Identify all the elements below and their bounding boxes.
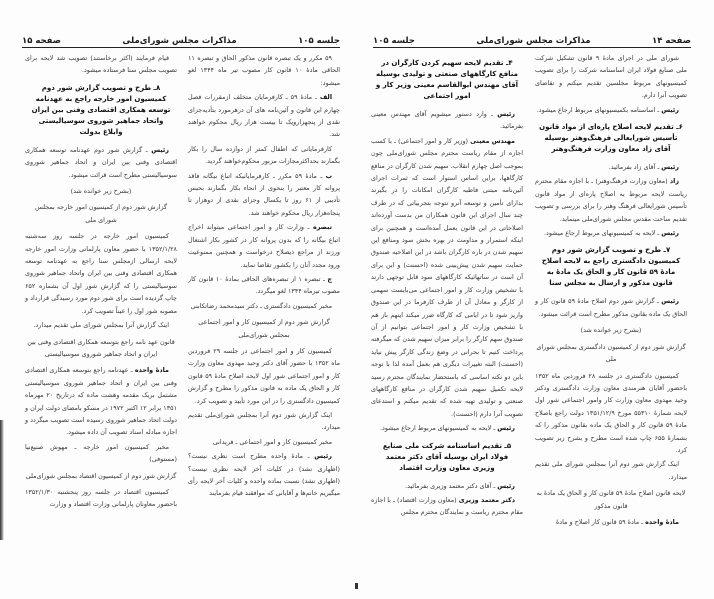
- running-title: مذاکرات مجلس شورای‌ملی: [122, 36, 237, 46]
- speaker-name: رئیس: [497, 481, 515, 490]
- paragraph: کمیسیون اقتصاد در جلسه روز پنجشنبه ۱۳۵۲/۱/۳۰ باحضور معاونان پارلمانی وزارت اقتصاد و وزارت: [25, 487, 177, 509]
- paragraph: قانون عهد نامه راجع بتوسعه همکاری اقتصادی وفنی بین ایران و اتحاد جماهیر شوروی سوسیالیستی: [27, 337, 175, 358]
- speaker-name: رئیس: [497, 424, 515, 433]
- paragraph: کمیسیون امور خارجه در جلسه روز سه‌شنبه ۱۳۵۲/۱/۲۸ با حضور معاون پارلمانی وزارت امور خارجه لایحه ارسالی ازمجلس سنا راجع به عهدنامه توسعه همکاری اقتصادی وفنی بین ایران واتحاد جماهیر شوروی سوسیالیستی را که گزارش شور اول آن بشماره ۶۵۲ چاپ گردیده است برای شور دوم مورد رسیدگی قرارداد و مصوبه شور اول را عیناً تصویب کرد.: [25, 232, 177, 315]
- section-heading: ۵ـ تقدیم اساسنامه شرکت ملی صنایع فولاد ایران بوسیله آقای دکتر معتمد وزیری معاون وزارت اقتصاد: [382, 441, 512, 472]
- paragraph: (بشرح زیر خوانده شد): [70, 187, 132, 196]
- paragraph: اینک گزارش آنرا بمجلس شورای ملی تقدیم میدارد.: [33, 321, 169, 330]
- paragraph: گزارش شور دوم از کمیسیون اقتصاد بمجلس شورای‌ملی: [25, 471, 177, 480]
- page-header: [22, 30, 340, 48]
- paragraph: الف ـ مادهٔ ۵۹ ـ کارفرمایان متخلف ازمقررات فصل چهارم این قانون و آئین‌نامه های آن درهرمورد بتأدیه‌جزای نقدی از پنجهزارویک تا بیست هزار ریال محکوم خواهند شد.: [188, 93, 340, 139]
- paragraph: کمیسیون کار و امور اجتماعی در جلسه ۲۹ فروردین ماه ۱۳۵۲ با حضور آقای دکتر وحید مهدوی معاون وزارت کار و امور اجتماعی شور اول لایحه اصلاح مادهٔ ۵۹ قانون کار و الحاق یک ماده به قانون مذکور را مطرح و گزارش کمیسیون دادگستری را در این مورد تأیید و تصویب کرد.: [188, 346, 340, 405]
- scan-mark: [355, 583, 358, 589]
- paragraph: شورای ملی در اجرای مادهٔ ۹ قانون تشکیل شرکت ملی صنایع فولاد ایران اساسنامه شرکت را برای تصویب کمیسیونهای مربوط مجلسین تقدیم میکنم و تقاضای تصویب آنرا دارم.: [535, 54, 687, 100]
- column: [25, 52, 177, 513]
- speaker-name: رئیس: [497, 110, 515, 118]
- paragraph: مخبر کمیسیون دادگستری ـ دکتر سیدمحمد رضاتکابنی: [190, 301, 332, 310]
- speaker-name: رئیس: [314, 452, 332, 461]
- paragraph: رئیس ـ اساسنامه بکمیسیونهای مربوط ارجاع میشود.: [536, 105, 679, 114]
- paragraph: گزارش شور دوم از کمیسیون کار و امور اجتماعی بمجلس شورای‌ملی: [198, 318, 330, 339]
- speaker-name: رئیس: [661, 297, 679, 306]
- speaker-name: زاد: [669, 177, 679, 186]
- paragraph: تبصره ـ وزارت کار و امور اجتماعی میتواند اخراج اتباع بیگانه را که بدون پروانه کار در کشور بکار اشتغال ورزند از مراجع ذیصلاح درخواست و همچنین ممنوعیت ورود مجدد آنان را بکشور تقاضا نماید.: [188, 223, 340, 269]
- paragraph: زاد (معاون وزارت فرهنگ‌وهنر) ـ با اجازه مقام محترم ریاست لایحه مربوط به اصلاح پاره‌ای از مواد قانون تأسیس شورایعالی فرهنگ وهنر را برای بررسی و تصویب تقدیم ساحت مقدس مجلس شورای‌ملی مینماید.: [535, 177, 687, 223]
- speaker-name: الف: [319, 93, 333, 102]
- section-heading: ۶ـ تقدیم لایحه اصلاح پاره‌ای از مواد قانون تأسیس شورایعالی فرهنگ‌وهنر بوسیله آقای زاد معاون وزارت فرهنگ‌وهنر: [539, 123, 683, 154]
- speaker-name: ج: [327, 274, 332, 283]
- column: [535, 52, 687, 530]
- column: [188, 52, 340, 502]
- paragraph: رئیس ـ آقای دکتر معتمد وزیری بفرمائید.: [405, 481, 515, 490]
- page-number: صفحه ۱۵: [22, 36, 61, 46]
- column: [371, 52, 523, 521]
- paragraph: مخبر کمیسیون کار و امور اجتماعی ـ فریدانی: [212, 437, 332, 446]
- paragraph: لایحه قانون اصلاح مادهٔ ۵۹ قانون کار و الحاق یک مادهٔ به قانون مذکور: [536, 489, 686, 510]
- paragraph: گزارش شور دوم از کمیسیون دادگستری بمجلس شورای ملی: [536, 342, 686, 364]
- paragraph: ج ـ تبصره ۱ از تبصره‌های الحاقی بمادهٔ ۱۰ قانون کار مصوب تیرماه ۱۳۴۴ لغو میگردد.: [188, 274, 340, 296]
- page-number: صفحه ۱۴: [652, 36, 691, 46]
- paragraph: گزارش شور دوم از کمیسیون امور خارجه بمجلس شورای ملی: [34, 203, 168, 224]
- page-right: [357, 0, 714, 599]
- paragraph: رئیس ـ لایحه به کمیسیونهای مربوط ارجاع میشود.: [543, 229, 679, 238]
- speaker-name: مادهٔ واحده: [645, 517, 679, 526]
- paragraph: رئیس ـ وارد دستور میشویم آقای مهندس معینی بفرمائید.: [371, 110, 523, 131]
- speaker-name: دکتر معتمد وزیری: [458, 495, 515, 504]
- speaker-name: رئیس: [661, 163, 679, 172]
- section-heading: ۸ـ طرح و تصویب گزارش شور دوم کمیسیون امور خارجه راجع به عهدنامه توسعه همکاری اقتصادی وفنی بین ایران واتحاد جماهیر شوروی سوسیالیستی وابلاغ بدولت: [31, 83, 171, 136]
- paragraph: رئیس ـ گزارش شور دوم اصلاح مادهٔ ۵۹ قانون کار و الحاق یک ماده بقانون مذکور مطرح است قرائت میشود.: [535, 297, 687, 318]
- paragraph: ۵۹ مکرر و یک تبصره قانون مذکور الحاق و تبصره ۱۱ الحاقی مادهٔ ۱۰ قانون کار مصوب تیر ماه ۱۳۴۴ لغو میشود:: [188, 54, 340, 87]
- paragraph: ب ـ مادهٔ ۵۹ مکرر ـ کارفرمایانیکه اتباع بیگانه فاقد پروانه کار معتبر را بنحوی از انحاء بکار بگمارند بحبس تأدیبی از ۶۱ روز تا یکسال وجزای نقدی از دوهزار تا پنجاه‌هزار ریال محکوم خواهند شد.: [188, 171, 340, 217]
- paragraph: مخبر کمیسیون امور خارجه ـ مهوش صنیع‌نیا (مستوفی): [25, 442, 177, 464]
- speaker-name: رئیس: [151, 145, 169, 154]
- speaker-name: مهندس معینی: [470, 136, 516, 145]
- running-title: مذاکرات مجلس شورای‌ملی: [476, 36, 591, 46]
- paragraph: رئیس ـ گزارش شور دوم عهدنامه توسعه همکاری اقتصادی وفنی بین ایران و اتحاد جماهیر شوروی سوسیالیستی مطرح است قرائت میشود.: [25, 145, 177, 179]
- speaker-name: مادهٔ واحده: [134, 366, 169, 375]
- paragraph: رئیس ـ مادهٔ واحده مطرح است نظری نیست؟ (اظهاری نشد) در کلیات آخر لایحه نظری نیست؟ (اظهاری نشد) نسبت بماده واحده و کلیات آخر لایحه رأی میگیریم خانم‌ها و آقایانی که موافقند قیام بفرمایند: [188, 452, 340, 498]
- speaker-name: تبصره: [312, 223, 332, 232]
- session-number: جلسه ۱۰۵: [298, 36, 340, 46]
- paragraph: اینک گزارش شور دوم آنرا بمجلس شورای ملی تقدیم میدارد.: [535, 460, 687, 481]
- paragraph: اینک گزارش شور دوم آنرا بمجلس شورای‌ملی تقدیم میدارد.: [188, 410, 340, 432]
- binding-shadow: [0, 420, 4, 540]
- section-heading: ۴ـ تقدیم لایحه سهیم کردن کارگران در منافع کارگاههای صنعتی و تولیدی بوسیله آقای مهندس ابوالقاسم معینی وزیر کار و امور اجتماعی: [375, 59, 519, 100]
- speaker-name: رئیس: [661, 229, 679, 238]
- paragraph: قیام فرمایند (اکثر برخاستند) تصویب شد لایحه برای تصویب مجلس سنا فرستاده میشود.: [25, 54, 177, 75]
- speaker-name: ب: [325, 171, 332, 180]
- section-heading: ۷ـ طرح و تصویب گزارش شور دوم کمیسیون دادگستری راجع به لایحه اصلاح مادهٔ ۵۹ قانون کار و الحاق یک مادهٔ به قانون مذکور و ارسال به مجلس سنا: [541, 246, 681, 288]
- paragraph: کمیسیون دادگستری در جلسه ۲۸ فروردین ماه ۱۳۵۲ باحضور آقایان هنرمندی معاون وزارت دادگستری ودکتر وحید مهدوی معاون وزارت کار وامور اجتماعی شور اول لایحه شمارهٔ ۵۵۳۱۰ مورخ ۱۳۵۱/۱۲/۹ دولت راجع باصلاح مادهٔ ۵۹ قانون کار و الحاق یک ماده بقانون مذکور را که بشمارهٔ ۶۵۵ چاپ شده است مطرح و بشرح زیر تصویب کرد.: [535, 371, 688, 454]
- paragraph: رئیس ـ آقای زاد بفرمائید.: [608, 163, 679, 172]
- paragraph: کارفرمایانی که اطفال کمتر از دوازده سال را بکار بگمارند بحداکثرمجازات مزبور محکوم‌خواهند گردید.: [188, 144, 340, 166]
- paragraph: مادهٔ واحده ـ عهدنامه راجع بتوسعه همکاری اقتصادی وفنی بین ایران و اتحاد جماهیر شوروی سوسیالیستی مشتمل بریک مقدمه وهشت ماده که درتاریخ ۲۰ مهرماه ۱۳۵۱ برابر ۱۲ اکتبر ۱۹۷۲ در مسکو بامضای دولت ایران و دولت اتحاد جماهیر شوروی رسیده است تصویب میگردد و اجازه مبادله اسناد تصویب آن داده میشود.: [25, 366, 178, 437]
- paragraph: دکتر معتمد وزیری (معاون وزارت اقتصاد) ـ با اجازه مقام محترم ریاست و نمایندگان محترم مجلس: [371, 495, 523, 517]
- speaker-name: رئیس: [661, 105, 679, 114]
- paragraph: مهندس معینی (وزیر کار و امور اجتماعی) ـ با کسب اجازه از مقام ریاست محترم مجلس شورای‌ملی چون بموجب اصل چهارم انقلاب، سهیم شدن کارگران در منافع کارگاهها، براین اساس استوار است که ثمرات اجرای آئین‌نامه مبتنی فاطبه کارگران امکانات را در بگیرند بدارای تأمین و توسعه آنرو نتوجه بتجربیاتی که در طرف چند سال اجرای این قانون همکاران من بدست آورده‌اند اصلاحاتی در این قانون بعمل آمده‌است و همچنین برای اینکه استمرار و مداومت در بهره بخش سود ومنافع این سهیم شدن در باره کارگران باشد در این اصلاحیه صندوق حمایت سهیم شدن پیش‌بینی شده (احسنت) و این برای آن است در ساتهائیکه کارگاههای سود قابل توجهی دارند با تشخیص وزارت کار و امور اجتماعی می‌بایست سهمی از کارگر و معادل آن از طرف کارفرما در این صندوق واریز شود تا در ایامی که کارگاه ضرر میکند اینهم باز هم با تشخیص وزارت کار و امور اجتماعی بتوانیم از آن صندوق سهم کارگر را برابر میزان سهیم شدن که میگرفته پرداخت کنیم تا بحرانی در وضع زندگی کارگر پیش نیاید (احسنت) البته تغییرات دیگری هم بعمل آمده لذا با توجه باین دو نکته اساسی که باستحضار نمایندگان محترم رسید لایحه تکمیل سهیم شدن کارگران در منافع کارگاههای صنعتی و تولیدی تهیه شده که تقدیم میکنم و استدعای تصویب آنرا دارم (احسنت).: [371, 136, 523, 418]
- session-number: جلسه ۱۰۵: [373, 36, 415, 46]
- page-header: [373, 30, 691, 48]
- paragraph: (بشرح زیر خوانده شد): [580, 326, 642, 335]
- paragraph: رئیس ـ لایحه به کمیسیونهای مربوط ارجاع میشود.: [379, 424, 515, 433]
- paragraph: مادهٔ واحده ـ مادهٔ ۵۹ قانون کار اصلاح و مادهٔ: [555, 517, 679, 526]
